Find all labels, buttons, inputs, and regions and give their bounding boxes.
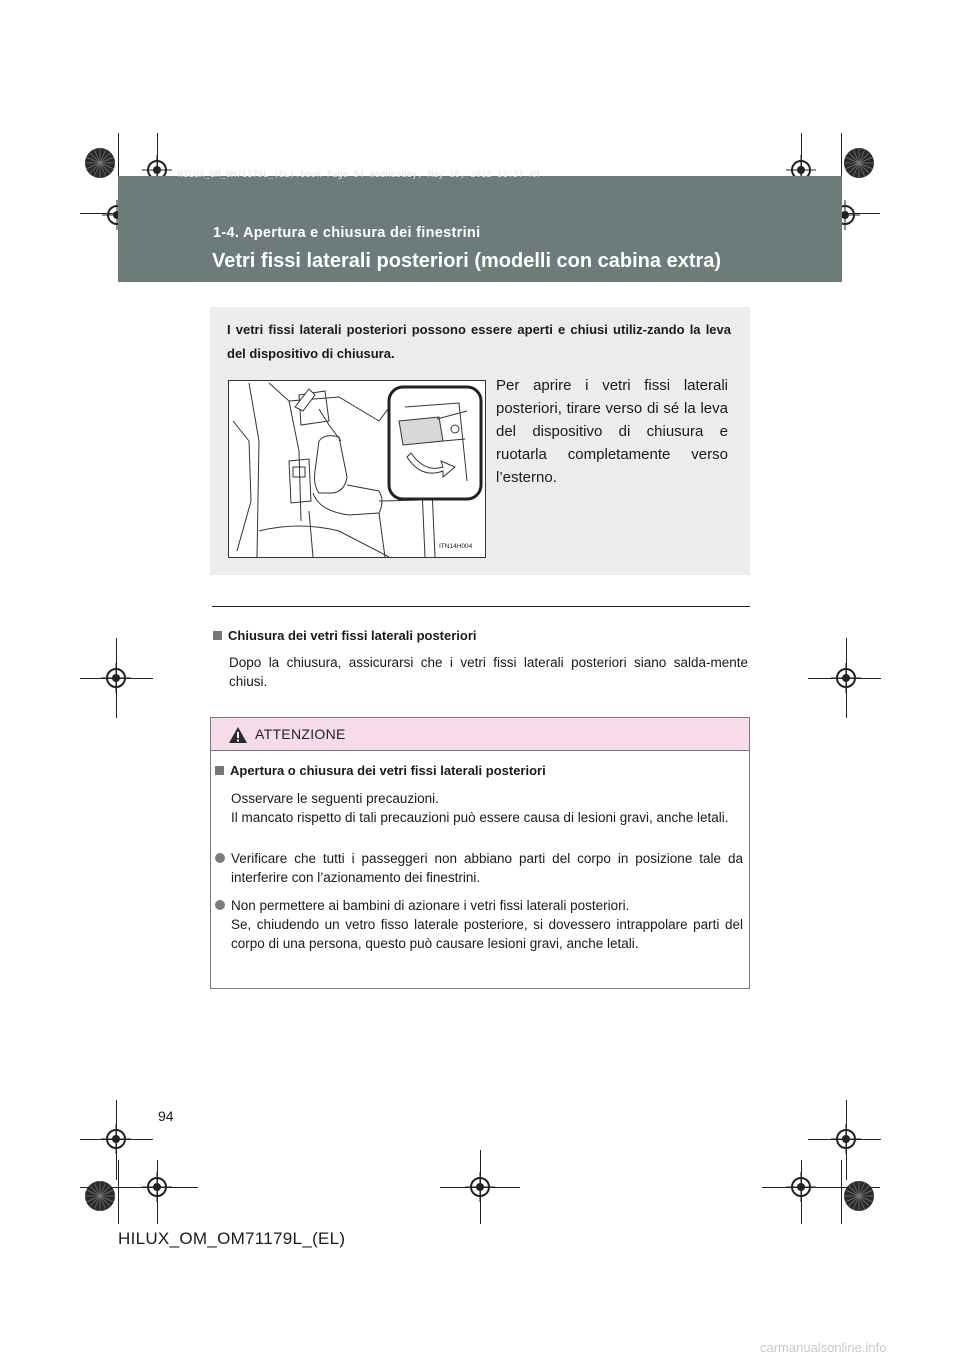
warning-label: ATTENZIONE xyxy=(255,726,346,742)
warning-box xyxy=(210,717,750,989)
lock-lever-illustration xyxy=(228,380,486,558)
intro-text: I vetri fissi laterali posteriori possono essere aperti e chiusi utiliz-zando la leva del dispositivo di chiusura. xyxy=(227,322,731,361)
round-bullet-icon xyxy=(215,853,225,863)
square-bullet-icon xyxy=(213,631,222,640)
page-number: 94 xyxy=(158,1108,174,1124)
section-label: 1-4. Apertura e chiusura dei finestrini xyxy=(213,225,481,241)
round-bullet-icon xyxy=(215,900,225,910)
book-file-info: HILUX_OM_OM71179L_(EL).book Page 94 Wednesday, May 16, 2012 11:37 AM xyxy=(178,170,540,180)
warning-heading xyxy=(215,763,546,778)
page-title: Vetri fissi laterali posteriori (modelli con cabina extra) xyxy=(212,250,722,272)
illustration-description: Per aprire i vetri fissi laterali posteriori, tirare verso di sé la leva del dispositivo di chiusura e ruotarla completamente verso l’esterno. xyxy=(496,377,728,486)
square-bullet-icon xyxy=(215,766,224,775)
warning-bullet-1: Verificare che tutti i passeggeri non abbiano parti del corpo in posizione tale da interferire con l’azionamento dei finestrini. xyxy=(231,851,743,885)
section-divider xyxy=(212,606,750,607)
warning-bullet-2-line1: Non permettere ai bambini di azionare i vetri fissi laterali posteriori. xyxy=(231,898,630,913)
document-id: HILUX_OM_OM71179L_(EL) xyxy=(118,1229,346,1248)
warning-intro-line1: Osservare le seguenti precauzioni. xyxy=(231,791,439,806)
intro-box xyxy=(210,307,750,575)
registration-target-icon xyxy=(831,1124,861,1154)
registration-target-icon xyxy=(831,663,861,693)
registration-target-icon xyxy=(142,1172,172,1202)
color-registration-wheel-icon xyxy=(843,147,875,179)
color-registration-wheel-icon xyxy=(84,1180,116,1212)
warning-intro-line2: Il mancato rispetto di tali precauzioni può essere causa di lesioni gravi, anche letali. xyxy=(231,810,729,825)
registration-target-icon xyxy=(101,663,131,693)
registration-target-icon xyxy=(101,1124,131,1154)
warning-triangle-icon xyxy=(228,726,248,744)
note-body: Dopo la chiusura, assicurarsi che i vetri fissi laterali posteriori siano salda-mente chiusi. xyxy=(229,655,748,689)
color-registration-wheel-icon xyxy=(843,1180,875,1212)
registration-target-icon xyxy=(465,1172,495,1202)
watermark: carmanualsonline.info xyxy=(760,1340,887,1355)
warning-bullet-2-line2: Se, chiudendo un vetro fisso laterale posteriore, si dovessero intrappolare parti del corpo di una persona, questo può causare lesioni gravi, anche letali. xyxy=(231,917,743,951)
warning-header xyxy=(211,718,749,751)
illustration-code: ITN14H004 xyxy=(439,543,473,550)
color-registration-wheel-icon xyxy=(84,147,116,179)
car-interior-drawing-icon xyxy=(229,381,485,557)
warning-heading-text: Apertura o chiusura dei vetri fissi laterali posteriori xyxy=(230,763,546,778)
note-heading xyxy=(213,628,477,643)
note-heading-text: Chiusura dei vetri fissi laterali posteriori xyxy=(228,628,477,643)
registration-target-icon xyxy=(786,1172,816,1202)
